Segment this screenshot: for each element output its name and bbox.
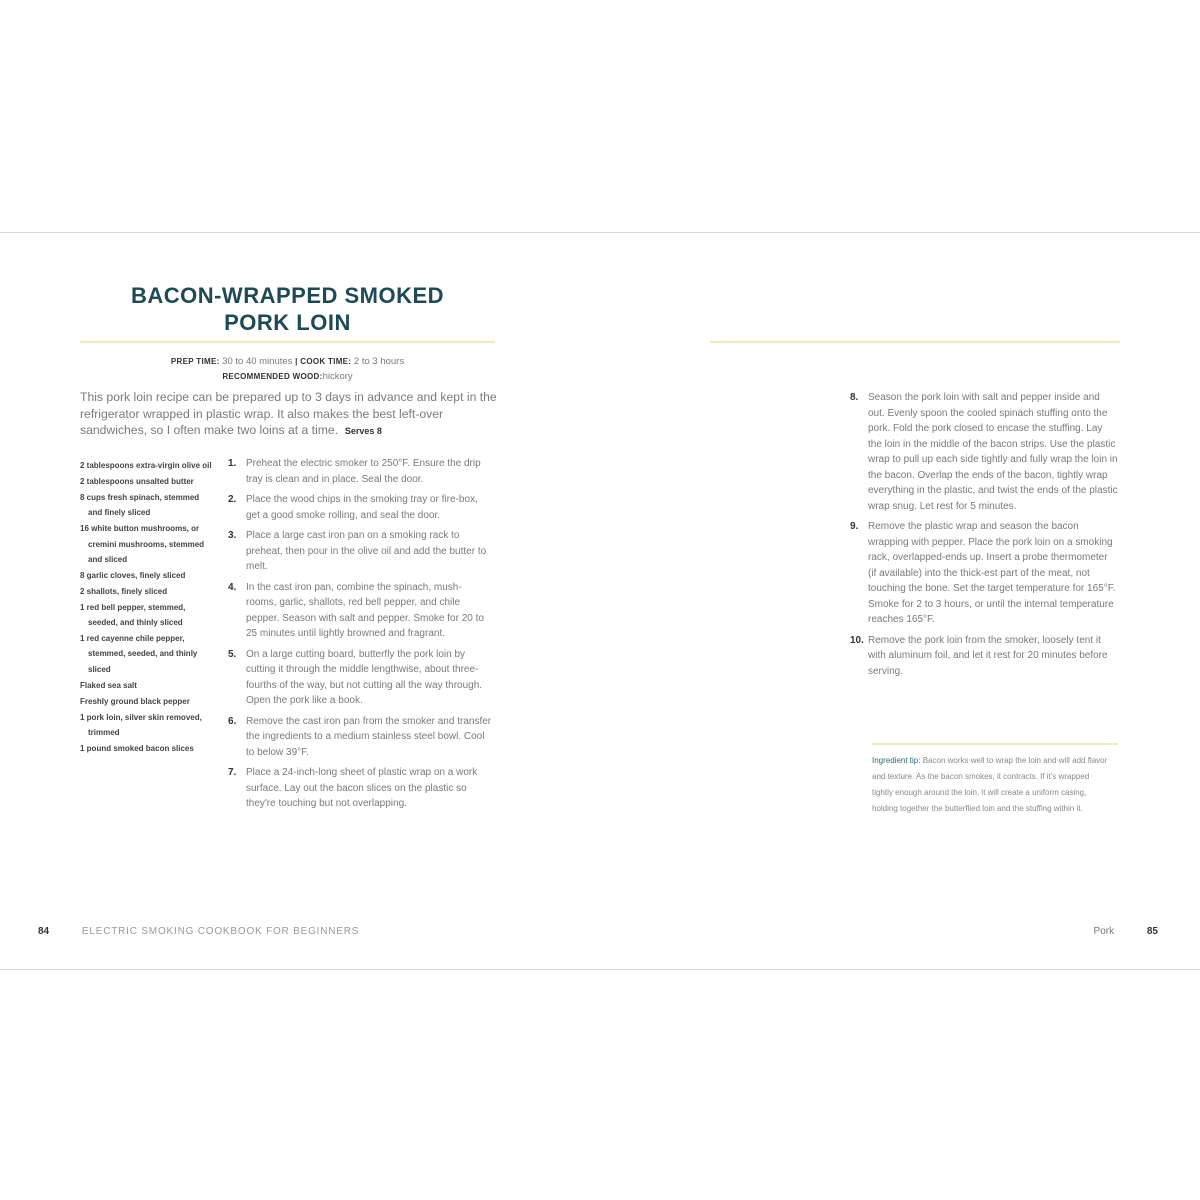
ingredient-item: 16 white button mushrooms, or cremini mushrooms, stemmed and sliced bbox=[80, 524, 205, 564]
cook-label: COOK TIME: bbox=[300, 357, 352, 366]
running-head-left: ELECTRIC SMOKING COOKBOOK FOR BEGINNERS bbox=[81, 926, 360, 937]
step-text: Season the pork loin with salt and pepper inside and out. Evenly spoon the cooled spinach stuffing onto the pork. Fold the pork closed to encase the stuffing. Lay the loin in the middle of the bacon strips. Use the plastic wrap to pull up each side tightly and fully wrap the loin in the bacon. Overlap the ends of the bacon, tightly wrap everything in the plastic, and twist the ends of the plastic wrap snug. Let rest for 5 minutes. bbox=[868, 392, 1118, 512]
prep-value: 30 to 40 minutes bbox=[222, 356, 293, 367]
step-text: Place a 24-inch-long sheet of plastic wrap on a work surface. Lay out the bacon slices on the plastic so they're touching but not overlapping. bbox=[246, 767, 478, 809]
step-text: Preheat the electric smoker to 250°F. Ensure the drip tray is clean and in place. Seal the door. bbox=[246, 458, 481, 485]
ingredient-item: 2 tablespoons extra-virgin olive oil bbox=[80, 461, 212, 470]
steps-right bbox=[850, 390, 1118, 684]
step-item bbox=[850, 519, 1118, 628]
ingredient-item: 1 red bell pepper, stemmed, seeded, and thinly sliced bbox=[80, 602, 186, 628]
step-number: 4. bbox=[228, 581, 237, 593]
step-number: 6. bbox=[228, 715, 237, 727]
steps-left bbox=[228, 456, 492, 817]
title-rule bbox=[80, 341, 495, 343]
ingredient-item: 2 tablespoons unsalted butter bbox=[80, 476, 194, 486]
serves: Serves 8 bbox=[344, 426, 382, 436]
meta-separator: | bbox=[295, 357, 298, 366]
tip-label: Ingredient tip: bbox=[872, 756, 921, 765]
recipe-title bbox=[80, 282, 495, 336]
ingredient-tip bbox=[872, 753, 1112, 817]
step-item bbox=[228, 492, 492, 523]
step-text: Remove the cast iron pan from the smoker and transfer the ingredients to a medium stainless steel bowl. Cool to below 39°F. bbox=[246, 715, 492, 758]
recipe-meta bbox=[80, 354, 495, 384]
page-number-right: 85 bbox=[1146, 926, 1158, 937]
step-number: 3. bbox=[228, 530, 237, 541]
recipe-intro bbox=[80, 389, 500, 440]
running-head-right: Pork bbox=[1093, 926, 1115, 937]
ingredient-item: Freshly ground black pepper bbox=[80, 696, 190, 706]
wood-label: RECOMMENDED WOOD: bbox=[222, 372, 323, 381]
step-item bbox=[850, 633, 1118, 680]
wood-value: hickory bbox=[322, 371, 353, 382]
right-footer bbox=[1094, 926, 1158, 937]
step-item bbox=[228, 714, 492, 761]
step-text: Remove the pork loin from the smoker, loosely tent it with aluminum foil, and let it rest for 20 minutes before serving. bbox=[868, 634, 1108, 677]
step-item bbox=[228, 528, 492, 575]
tip-rule bbox=[872, 743, 1118, 745]
step-number: 1. bbox=[228, 458, 237, 469]
intro-text: This pork loin recipe can be prepared up to 3 days in advance and kept in the refrigerator wrapped in plastic wrap. It also makes the best left-over sandwiches, so I often make two loins at a time. bbox=[80, 390, 497, 437]
step-item bbox=[228, 765, 492, 812]
step-number: 9. bbox=[850, 521, 859, 532]
step-item bbox=[228, 647, 492, 709]
step-number: 5. bbox=[228, 648, 237, 660]
ingredient-item: 2 shallots, finely sliced bbox=[80, 586, 168, 596]
step-text: Remove the plastic wrap and season the bacon wrapping with pepper. Place the pork loin on a smoking rack, overlapped-ends up. Insert a probe thermometer (if available) into the thick-est part of the meat, not touching the bone. Set the target temperature for 165°F. Smoke for 2 to 3 hours, or until the internal temperature reaches 165°F. bbox=[868, 521, 1116, 625]
tip-text: Bacon works well to wrap the loin and will add flavor and texture. As the bacon smokes, it contracts. If it's wrapped tightly enough around the loin, it will create a uniform casing, holding together the butterflied loin and the stuffing within it. bbox=[872, 756, 1108, 813]
left-footer bbox=[38, 926, 359, 937]
step-number: 7. bbox=[228, 767, 237, 778]
step-number: 10. bbox=[850, 634, 864, 646]
ingredient-item: 8 garlic cloves, finely sliced bbox=[80, 570, 186, 580]
step-text: Place a large cast iron pan on a smoking rack to preheat, then pour in the olive oil and add the butter to melt. bbox=[246, 530, 487, 572]
ingredient-item: 1 pound smoked bacon slices bbox=[80, 743, 194, 753]
step-number: 8. bbox=[850, 392, 859, 403]
step-text: In the cast iron pan, combine the spinach, mush-rooms, garlic, shallots, red bell pepper, and chile pepper. Season with salt and pepper. Smoke for 20 to 25 minutes until lightly browned and fragrant. bbox=[246, 581, 484, 639]
step-text: Place the wood chips in the smoking tray or fire-box, get a good smoke rolling, and seal the door. bbox=[246, 494, 478, 521]
right-page-rule bbox=[710, 341, 1120, 343]
step-text: On a large cutting board, butterfly the pork loin by cutting it through the middle lengthwise, about three-fourths of the way, but not cutting all the way through. Open the pork like a book. bbox=[246, 648, 483, 706]
cook-value: 2 to 3 hours bbox=[353, 356, 405, 367]
ingredient-item: Flaked sea salt bbox=[80, 680, 137, 690]
step-item bbox=[850, 390, 1118, 514]
step-item bbox=[228, 456, 492, 487]
page-number-left: 84 bbox=[38, 926, 50, 937]
title-line-1: BACON-WRAPPED SMOKED bbox=[130, 283, 445, 308]
title-line-2: PORK LOIN bbox=[224, 310, 351, 335]
step-number: 2. bbox=[228, 494, 237, 505]
ingredient-item: 1 red cayenne chile pepper, stemmed, seeded, and thinly sliced bbox=[80, 633, 198, 674]
prep-label: PREP TIME: bbox=[170, 357, 220, 366]
ingredient-item: 8 cups fresh spinach, stemmed and finely sliced bbox=[80, 492, 200, 518]
ingredient-list bbox=[80, 458, 215, 757]
step-item bbox=[228, 580, 492, 642]
ingredient-item: 1 pork loin, silver skin removed, trimmed bbox=[80, 712, 202, 737]
